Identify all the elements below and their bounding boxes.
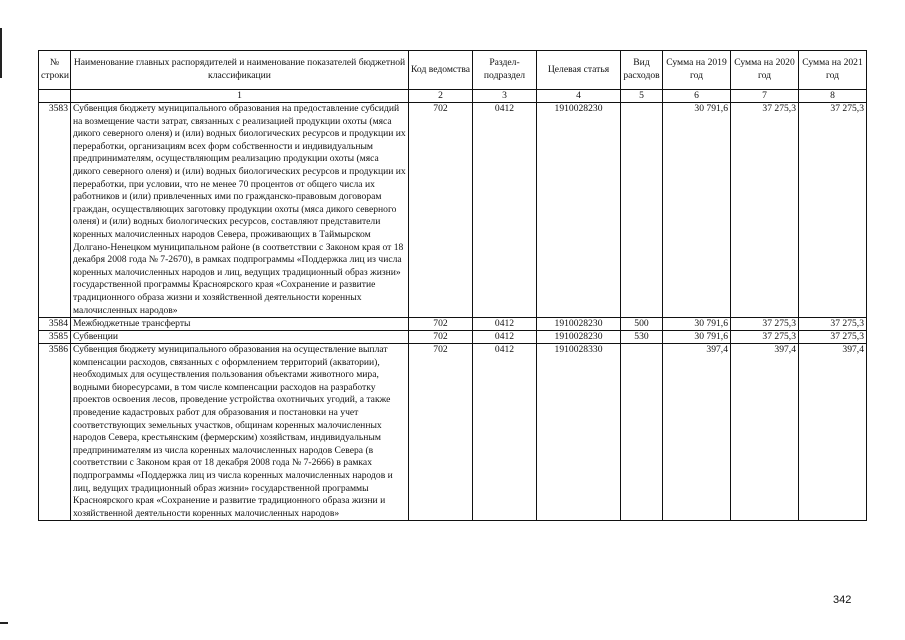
column-number: 1	[71, 90, 409, 103]
table-row	[39, 318, 867, 331]
column-number	[39, 90, 71, 103]
row-number: 3584	[39, 318, 71, 331]
row-sum-2021: 37 275,3	[799, 331, 867, 344]
row-section: 0412	[473, 331, 537, 344]
page-number: 342	[833, 594, 852, 606]
header-row	[39, 51, 867, 90]
row-dept-code: 702	[409, 344, 473, 521]
header-target: Целевая статья	[537, 51, 621, 90]
budget-table	[38, 50, 867, 521]
column-number: 4	[537, 90, 621, 103]
column-number: 3	[473, 90, 537, 103]
table-row	[39, 331, 867, 344]
row-dept-code: 702	[409, 331, 473, 344]
row-section: 0412	[473, 344, 537, 521]
header-sum-2019: Сумма на 2019 год	[663, 51, 731, 90]
row-number: 3586	[39, 344, 71, 521]
row-exp-type: 530	[621, 331, 663, 344]
row-exp-type	[621, 344, 663, 521]
row-name: Субвенция бюджету муниципального образования на предоставление субсидий на возмещение части затрат, связанных с реализацией продукции охоты (мяса дикого северного оленя) и (или) водных биологических ресурсов и продукции их переработки, организациям всех форм собственности и индивидуальным предпринимателям, осуществляющим реализацию продукции охоты (мяса дикого северного оленя) и (или) водных биологических ресурсов и продукции их переработки, при условии, что не менее 70 процентов от общего числа их работников и (или) привлеченных ими по гражданско-правовым договорам граждан, осуществляющих заготовку продукции охоты (мяса дикого северного оленя) и (или) водных биологических ресурсов, составляют представители коренных малочисленных народов Севера, проживающих в Таймырском Долгано-Ненецком муниципальном районе (в соответствии с Законом края от 18 декабря 2008 года № 7-2670), в рамках подпрограммы «Поддержка лиц из числа коренных малочисленных народов и лиц, ведущих традиционный образ жизни» государственной программы Красноярского края «Сохранение и развитие традиционного образа жизни и хозяйственной деятельности коренных малочисленных народов»	[71, 103, 409, 318]
row-target: 1910028230	[537, 331, 621, 344]
row-name: Субвенция бюджету муниципального образования на осуществление выплат компенсации расходов, связанных с оформлением территорий (акватории), необходимых для осуществления пользования объектами животного мира, водными биоресурсами, в том числе компенсации расходов на разработку проектов освоения лесов, проведение устройства охотничьих угодий, а также проведение кадастровых работ для образования и постановки на учет соответствующих земельных участков, общинам коренных малочисленных народов Севера, крестьянским (фермерским) хозяйствам, индивидуальным предпринимателям из числа коренных малочисленных народов Севера (в соответствии с Законом края от 18 декабря 2008 года № 7-2666) в рамках подпрограммы «Поддержка лиц из числа коренных малочисленных народов и лиц, ведущих традиционный образ жизни» государственной программы Красноярского края «Сохранение и развитие традиционного образа жизни и хозяйственной деятельности коренных малочисленных народов»	[71, 344, 409, 521]
column-number: 7	[731, 90, 799, 103]
column-number: 8	[799, 90, 867, 103]
header-section: Раздел-подраздел	[473, 51, 537, 90]
row-sum-2021: 37 275,3	[799, 318, 867, 331]
row-sum-2019: 30 791,6	[663, 103, 731, 318]
table-row	[39, 103, 867, 318]
header-sum-2021: Сумма на 2021 год	[799, 51, 867, 90]
row-sum-2020: 397,4	[731, 344, 799, 521]
row-sum-2020: 37 275,3	[731, 103, 799, 318]
row-dept-code: 702	[409, 103, 473, 318]
row-sum-2019: 30 791,6	[663, 318, 731, 331]
row-name: Межбюджетные трансферты	[71, 318, 409, 331]
row-dept-code: 702	[409, 318, 473, 331]
row-sum-2021: 397,4	[799, 344, 867, 521]
column-number: 2	[409, 90, 473, 103]
header-dept-code: Код ведомства	[409, 51, 473, 90]
row-section: 0412	[473, 318, 537, 331]
row-sum-2020: 37 275,3	[731, 318, 799, 331]
table-row	[39, 344, 867, 521]
header-exp-type: Вид расходов	[621, 51, 663, 90]
column-number: 5	[621, 90, 663, 103]
left-margin-mark	[0, 622, 8, 624]
column-number: 6	[663, 90, 731, 103]
header-row-no: № строки	[39, 51, 71, 90]
row-exp-type: 500	[621, 318, 663, 331]
header-sum-2020: Сумма на 2020 год	[731, 51, 799, 90]
row-sum-2019: 30 791,6	[663, 331, 731, 344]
column-number-row	[39, 90, 867, 103]
row-number: 3583	[39, 103, 71, 318]
row-sum-2021: 37 275,3	[799, 103, 867, 318]
row-target: 1910028330	[537, 344, 621, 521]
row-number: 3585	[39, 331, 71, 344]
row-section: 0412	[473, 103, 537, 318]
row-sum-2020: 37 275,3	[731, 331, 799, 344]
row-target: 1910028230	[537, 103, 621, 318]
row-exp-type	[621, 103, 663, 318]
header-name: Наименование главных распорядителей и наименование показателей бюджетной классификации	[71, 51, 409, 90]
row-name: Субвенции	[71, 331, 409, 344]
row-target: 1910028230	[537, 318, 621, 331]
row-sum-2019: 397,4	[663, 344, 731, 521]
left-margin-bar	[0, 28, 2, 78]
